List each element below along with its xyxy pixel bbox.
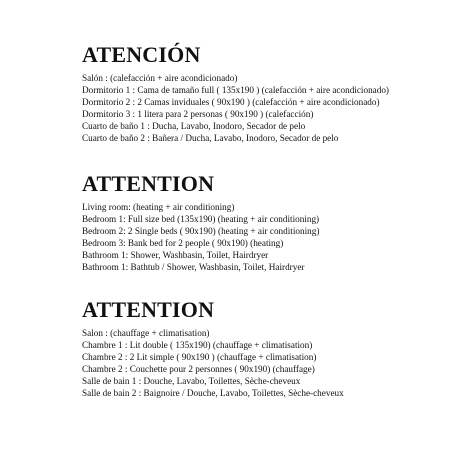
room-line: Salón : (calefacción + aire acondicionado) — [82, 73, 238, 83]
room-line: Bedroom 3: Bank bed for 2 people ( 90x190) (heating) — [82, 238, 284, 248]
section-heading: ATENCIÓN — [82, 42, 201, 67]
room-line: Living room: (heating + air conditioning) — [82, 202, 235, 212]
room-line: Salon : (chauffage + climatisation) — [82, 328, 210, 338]
room-line: Bathroom 1: Bathtub / Shower, Washbasin, Toilet, Hairdryer — [82, 262, 305, 272]
room-line: Bathroom 1: Shower, Washbasin, Toilet, Hairdryer — [82, 250, 269, 260]
room-line: Cuarto de baño 2 : Bañera / Ducha, Lavabo, Inodoro, Secador de pelo — [82, 133, 339, 143]
room-line: Salle de bain 2 : Baignoire / Douche, Lavabo, Toilettes, Sèche-cheveux — [82, 388, 344, 398]
room-line: Chambre 1 : Lit double ( 135x190) (chauffage + climatisation) — [82, 340, 313, 350]
room-line: Dormitorio 2 : 2 Camas inviduales ( 90x190 ) (calefacción + aire acondicionado) — [82, 97, 380, 107]
room-list — [82, 327, 442, 399]
section-heading: ATTENTION — [82, 171, 215, 196]
room-line: Salle de bain 1 : Douche, Lavabo, Toilettes, Sèche-cheveux — [82, 376, 301, 386]
room-line: Dormitorio 1 : Cama de tamaño full ( 135x190 ) (calefacción + aire acondicionado) — [82, 85, 389, 95]
room-list — [82, 201, 442, 273]
room-line: Cuarto de baño 1 : Ducha, Lavabo, Inodoro, Secador de pelo — [82, 121, 306, 131]
section-spanish — [82, 42, 442, 144]
section-english — [82, 171, 442, 273]
room-line: Chambre 2 : 2 Lit simple ( 90x190 ) (chauffage + climatisation) — [82, 352, 317, 362]
room-line: Dormitorio 3 : 1 litera para 2 personas ( 90x190 ) (calefacción) — [82, 109, 314, 119]
room-line: Chambre 2 : Couchette pour 2 personnes ( 90x190) (chauffage) — [82, 364, 315, 374]
room-line: Bedroom 1: Full size bed (135x190) (heating + air conditioning) — [82, 214, 320, 224]
section-heading: ATTENTION — [82, 297, 215, 322]
room-line: Bedroom 2: 2 Single beds ( 90x190) (heating + air conditioning) — [82, 226, 320, 236]
section-french — [82, 297, 442, 399]
room-list — [82, 72, 442, 144]
